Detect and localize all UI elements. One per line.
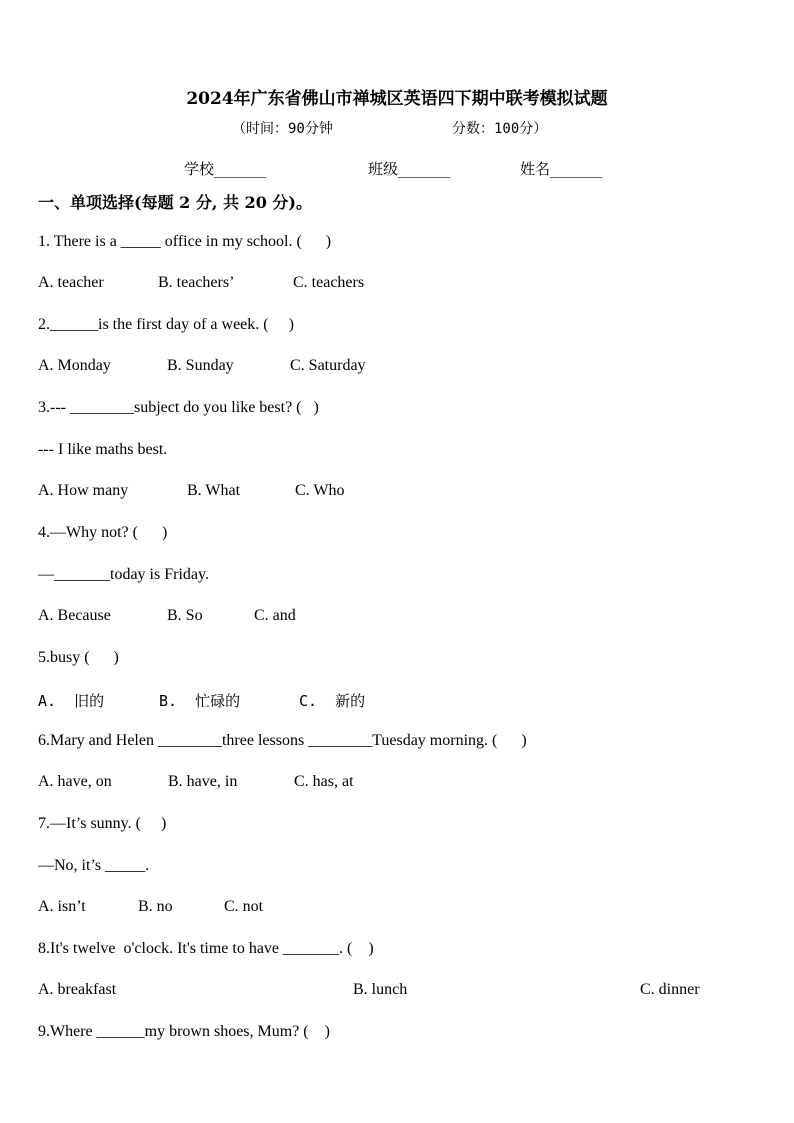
- question-8-option-c: C. dinner: [640, 981, 700, 998]
- question-4-option-c: C. and: [254, 607, 296, 624]
- question-6-stem: 6.Mary and Helen ________three lessons ________Tuesday morning. ( ): [38, 732, 527, 749]
- question-7-stem: 7.—It’s sunny. ( ): [38, 815, 167, 832]
- question-6-option-b: B. have, in: [168, 773, 238, 790]
- exam-title: 2024年广东省佛山市禅城区英语四下期中联考模拟试题: [186, 89, 608, 109]
- question-3-option-b: B. What: [187, 482, 241, 499]
- question-1-stem: 1. There is a _____ office in my school. ( ): [38, 233, 332, 250]
- question-7-answer-line: —No, it’s _____.: [38, 857, 150, 874]
- name-field: 姓名_______: [520, 160, 603, 178]
- question-3-option-a: A. How many: [38, 482, 129, 499]
- question-3-answer-line: --- I like maths best.: [38, 441, 168, 458]
- school-field: 学校_______: [184, 160, 267, 178]
- time-label: （时间：90分钟: [232, 121, 333, 137]
- question-2-option-a: A. Monday: [38, 357, 111, 374]
- question-1-option-c: C. teachers: [293, 274, 365, 291]
- question-6-option-a: A. have, on: [38, 773, 112, 790]
- question-2-stem: 2.______is the first day of a week. ( ): [38, 316, 294, 333]
- section-heading: 一、单项选择(每题 2 分, 共 20 分)。: [38, 193, 312, 212]
- question-5-option-a: A. 旧的: [38, 692, 105, 710]
- question-2-option-c: C. Saturday: [290, 357, 366, 374]
- question-1-option-a: A. teacher: [38, 274, 104, 291]
- question-3-stem: 3.--- ________subject do you like best? ( ): [38, 399, 319, 416]
- question-8-option-a: A. breakfast: [38, 981, 117, 998]
- question-5-option-c: C. 新的: [299, 692, 366, 710]
- class-field: 班级_______: [368, 160, 451, 178]
- question-4-option-a: A. Because: [38, 607, 111, 624]
- score-label: 分数：100分）: [452, 121, 548, 137]
- question-8-option-b: B. lunch: [353, 981, 408, 998]
- question-7-option-a: A. isn’t: [38, 898, 86, 915]
- question-2-option-b: B. Sunday: [167, 357, 234, 374]
- question-6-option-c: C. has, at: [294, 773, 354, 790]
- question-4-option-b: B. So: [167, 607, 203, 624]
- question-7-option-b: B. no: [138, 898, 173, 915]
- question-1-option-b: B. teachers’: [158, 274, 235, 291]
- question-8-stem: 8.It's twelve o'clock. It's time to have _______. ( ): [38, 940, 374, 957]
- question-3-option-c: C. Who: [295, 482, 345, 499]
- question-5-stem: 5.busy ( ): [38, 649, 119, 666]
- question-5-option-b: B. 忙碌的: [159, 692, 241, 710]
- question-4-stem: 4.—Why not? ( ): [38, 524, 168, 541]
- question-4-answer-line: —_______today is Friday.: [38, 566, 209, 583]
- question-7-option-c: C. not: [224, 898, 264, 915]
- question-9-stem: 9.Where ______my brown shoes, Mum? ( ): [38, 1023, 330, 1040]
